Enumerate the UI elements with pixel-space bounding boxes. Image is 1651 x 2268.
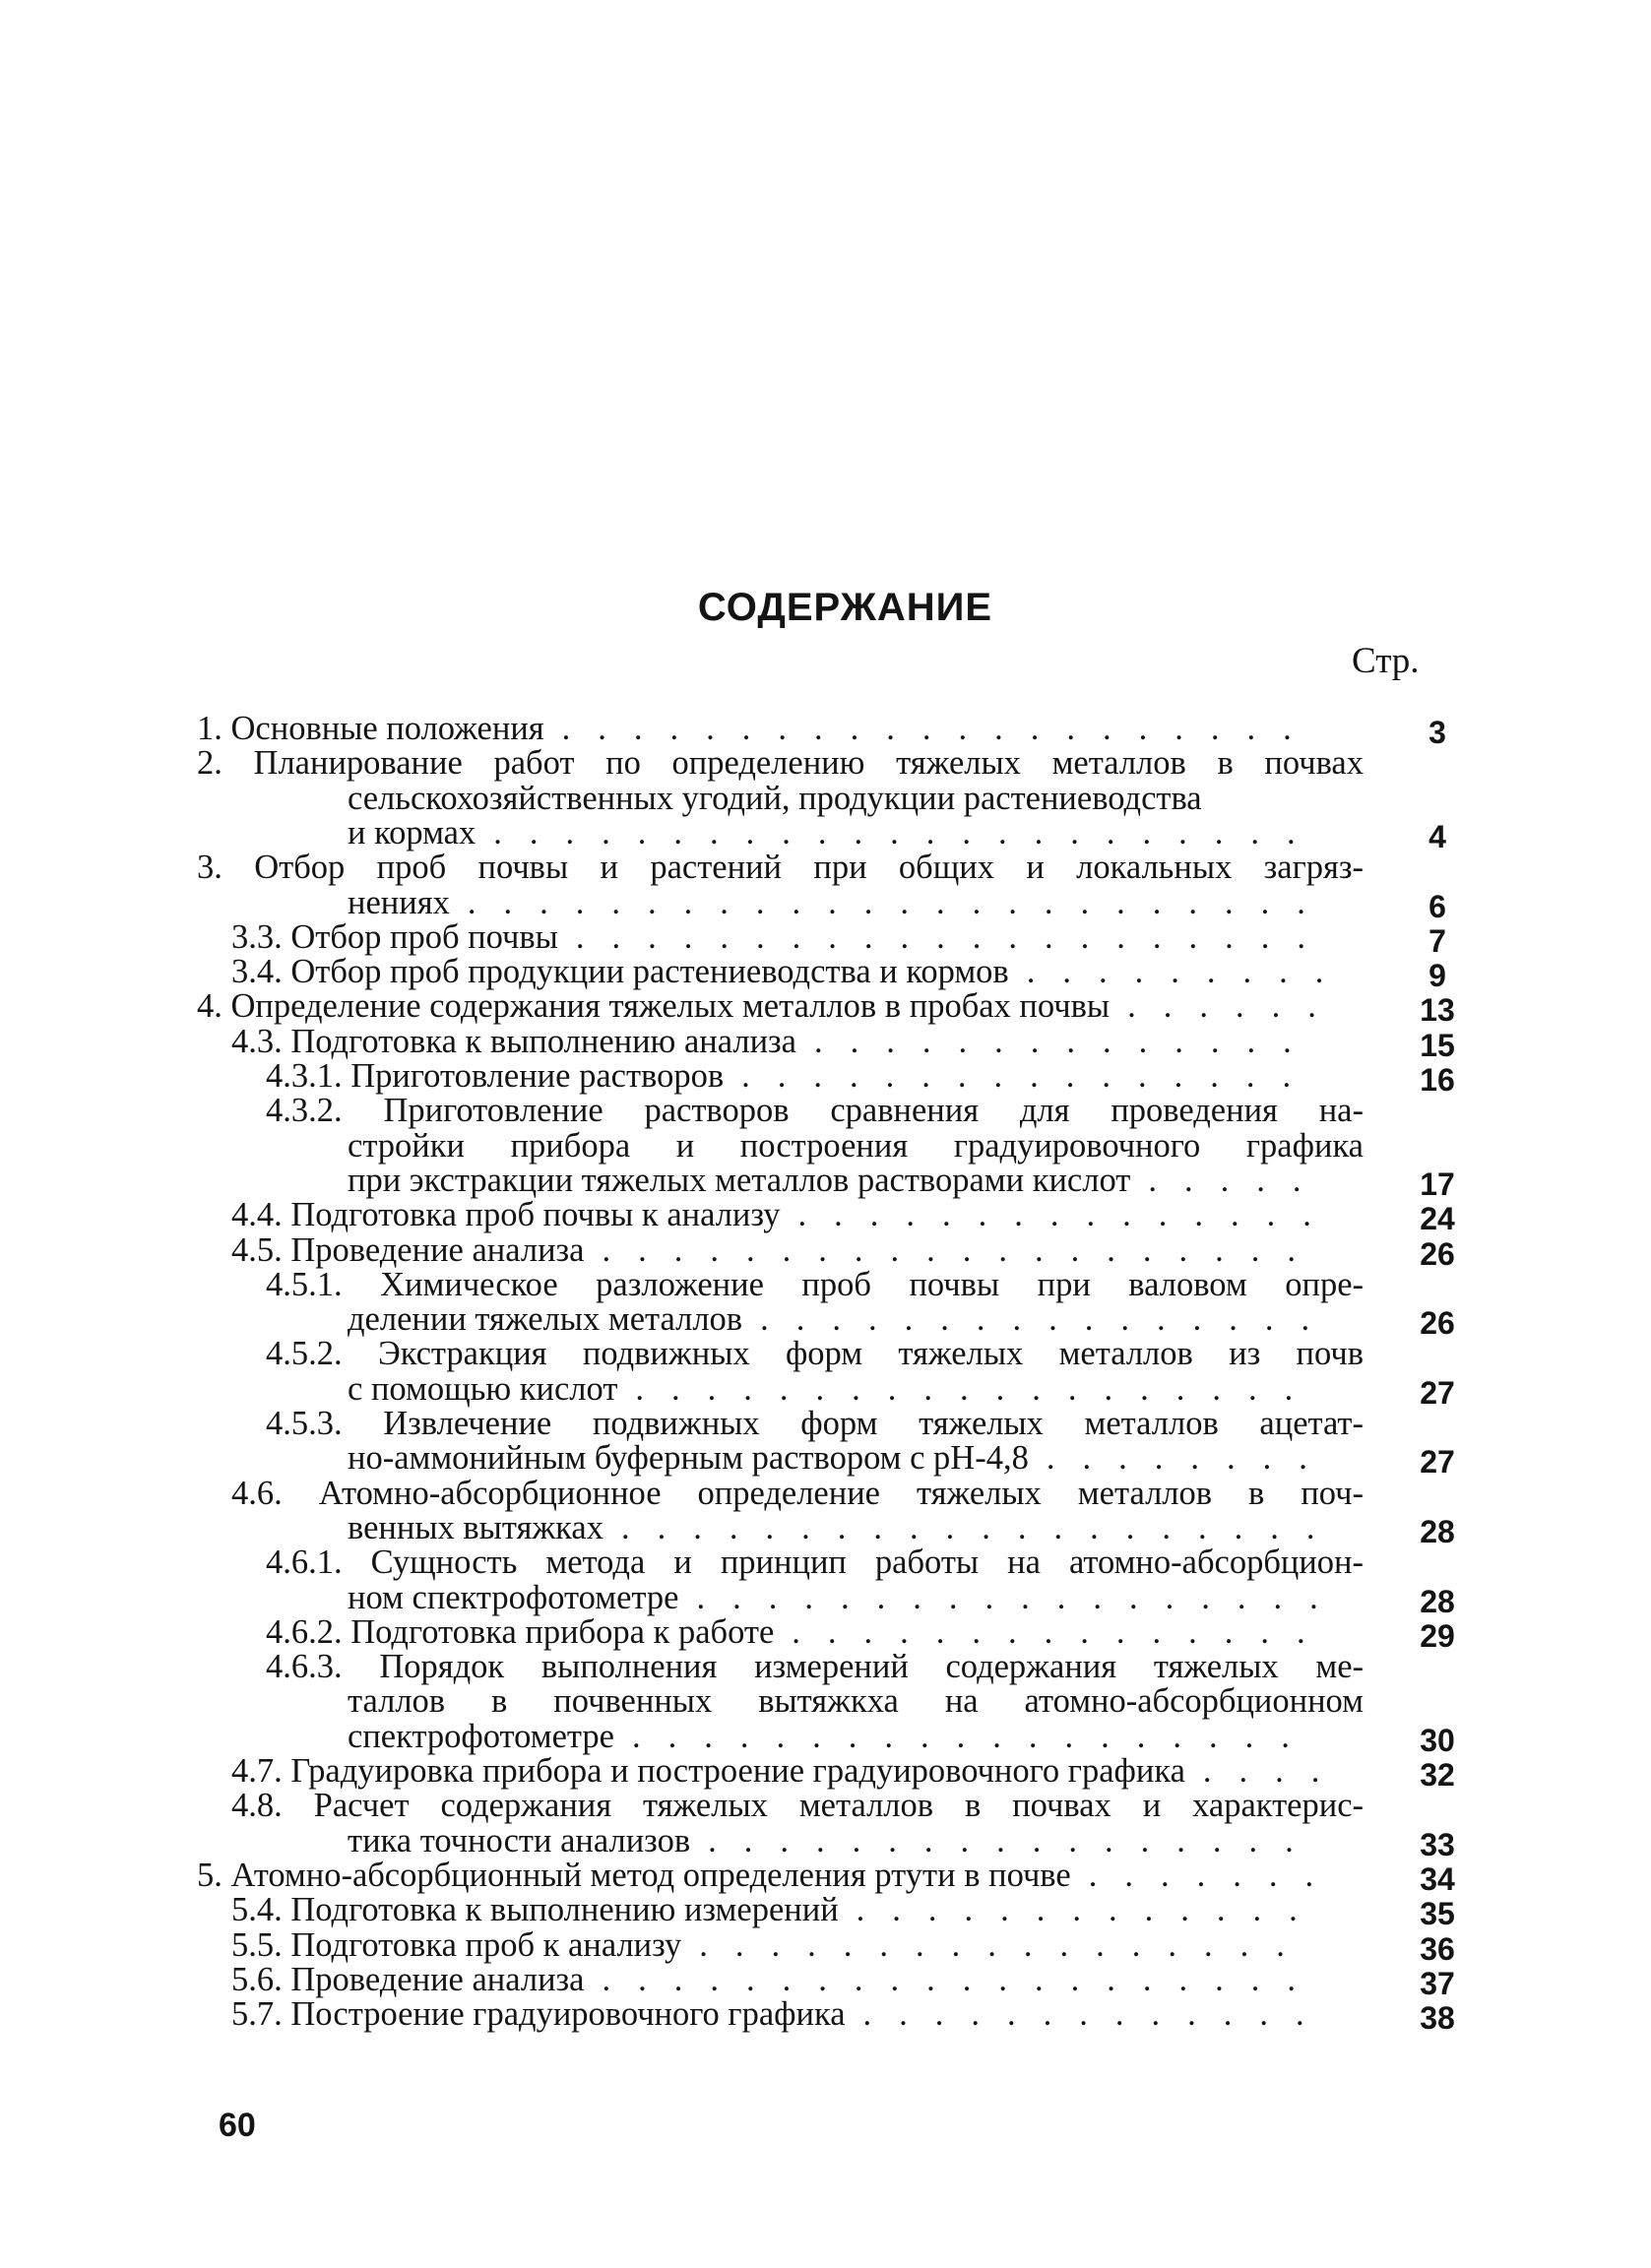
dot-leader: ..................... <box>561 710 1319 747</box>
toc-line <box>231 918 1333 956</box>
dot-leader: .................... <box>602 1231 1323 1269</box>
toc-page-number: 34 <box>1420 1861 1455 1897</box>
toc-entry-text: и кормах <box>348 814 476 851</box>
toc-line <box>197 850 1364 885</box>
dot-leader: ................. <box>708 1822 1321 1859</box>
toc-entry-text: 4. Определение содержания тяжелых металлов в пробах почвы <box>197 987 1111 1025</box>
toc-page-number: 9 <box>1429 958 1446 993</box>
toc-entry-text: 4.8. Расчет содержания тяжелых металлов в почвах и характерис- <box>231 1787 1364 1824</box>
dot-leader: ............. <box>856 1891 1325 1928</box>
toc-page-number: 38 <box>1420 2000 1455 2036</box>
toc-entry-text: тика точности анализов <box>348 1822 691 1859</box>
toc-line <box>266 1544 1364 1580</box>
toc-page-number: 37 <box>1420 1966 1455 2001</box>
dot-leader: ....................... <box>493 814 1323 851</box>
toc-line <box>266 1093 1364 1128</box>
toc-entry-text: сельскохозяйственных угодий, продукции растениеводства <box>348 780 1202 817</box>
toc-entry-text: 4.3.1. Приготовление растворов <box>266 1057 725 1095</box>
dot-leader: ............. <box>862 1995 1332 2033</box>
toc-entry-text: 4.6.2. Подготовка прибора к работе <box>266 1613 775 1651</box>
toc-line <box>266 1057 1319 1095</box>
toc-line <box>231 1023 1319 1060</box>
toc-entry-text: нениях <box>348 884 450 921</box>
toc-line <box>348 781 1202 816</box>
toc-page-number: 28 <box>1420 1514 1455 1549</box>
toc-entry-text: стройки прибора и построения градуировочного графика <box>348 1127 1364 1165</box>
dot-leader: .................... <box>602 1961 1323 1998</box>
toc-page-number: 26 <box>1420 1236 1455 1272</box>
toc-page-number: 3 <box>1429 715 1446 750</box>
dot-leader: ................ <box>760 1300 1338 1338</box>
toc-page-number: 27 <box>1420 1444 1455 1480</box>
toc-entry-text: 5.6. Проведение анализа <box>231 1961 585 1998</box>
toc-line <box>197 745 1364 781</box>
toc-entry-text: 5. Атомно-абсорбционный метод определения ртути в почве <box>197 1857 1071 1894</box>
toc-page-number: 27 <box>1420 1375 1455 1411</box>
toc-entry-text: 4.4. Подготовка проб почвы к анализу <box>231 1196 781 1233</box>
toc-entry-text: ном спектрофотометре <box>348 1579 679 1616</box>
toc-entry-text: 1. Основные положения <box>197 710 544 747</box>
dot-leader: ......... <box>1026 953 1352 990</box>
dot-leader: ...... <box>1127 987 1344 1025</box>
dot-leader: ................. <box>699 1926 1312 1964</box>
toc-line <box>266 1613 1333 1651</box>
toc-line <box>231 1476 1364 1511</box>
toc-line <box>266 1267 1364 1302</box>
toc-line <box>348 1683 1364 1719</box>
toc-entry-text: 2. Планирование работ по определению тяжелых металлов в почвах <box>197 744 1364 782</box>
toc-entry-text: 3. Отбор проб почвы и растений при общих и локальных загряз- <box>197 849 1364 886</box>
toc-entry-text: спектрофотометре <box>348 1718 614 1755</box>
toc-line <box>348 1128 1364 1164</box>
toc-line <box>348 1822 1321 1859</box>
toc-page-number: 36 <box>1420 1931 1455 1967</box>
toc-entry-text: 5.7. Построение градуировочного графика <box>231 1995 846 2033</box>
toc-line <box>348 1162 1329 1199</box>
toc-entry-text: 4.7. Градуировка прибора и построение градуировочного графика <box>231 1752 1185 1790</box>
dot-leader: ..... <box>1148 1162 1329 1199</box>
toc-entry-text: 4.5. Проведение анализа <box>231 1231 585 1269</box>
toc-line <box>231 1891 1325 1928</box>
dot-leader: ........ <box>1046 1439 1335 1477</box>
toc-page-number: 24 <box>1420 1201 1455 1236</box>
toc-line <box>231 1231 1323 1269</box>
dot-leader: ........................ <box>467 884 1333 921</box>
toc-line <box>348 1439 1335 1477</box>
toc-line <box>348 884 1333 921</box>
toc-page-number: 26 <box>1420 1305 1455 1341</box>
toc-line <box>231 1196 1339 1233</box>
toc-page-number: 7 <box>1429 923 1446 959</box>
toc-page-number: 15 <box>1420 1028 1455 1063</box>
toc-line <box>231 1788 1364 1823</box>
toc-entry-text: таллов в почвенных вытяжкха на атомно-абсорбционном <box>348 1682 1364 1720</box>
toc-line <box>231 953 1352 990</box>
toc-line <box>231 1926 1312 1964</box>
toc-entry-text: 5.4. Подготовка к выполнению измерений <box>231 1891 839 1928</box>
toc-page-number: 33 <box>1420 1827 1455 1862</box>
toc-entry-text: венных вытяжках <box>348 1509 603 1546</box>
toc-line <box>348 1579 1346 1616</box>
toc-entry-text: но-аммонийным буферным раствором с рН-4,8 <box>348 1439 1029 1477</box>
toc-entry-text: 5.5. Подготовка проб к анализу <box>231 1926 682 1964</box>
dot-leader: ....... <box>1088 1857 1342 1894</box>
toc-entry-text: 4.6. Атомно-абсорбционное определение тяжелых металлов в поч- <box>231 1475 1364 1512</box>
toc-page-number: 13 <box>1420 992 1455 1028</box>
toc-entry-text: с помощью кислот <box>348 1370 618 1408</box>
toc-entry-text: 3.3. Отбор проб почвы <box>231 918 558 956</box>
toc-page-number: 6 <box>1429 889 1446 924</box>
toc-entry-text: 3.4. Отбор проб продукции растениеводства и кормов <box>231 953 1009 990</box>
toc-line <box>266 1406 1364 1441</box>
toc-line <box>197 1857 1342 1894</box>
toc-entry-text: 4.6.3. Порядок выполнения измерений содержания тяжелых ме- <box>266 1648 1364 1685</box>
dot-leader: .................... <box>620 1509 1343 1546</box>
page-number: 60 <box>219 2107 256 2144</box>
toc-line <box>348 814 1323 851</box>
page-column-header: Стр. <box>1352 641 1420 681</box>
page-title: СОДЕРЖАНИЕ <box>697 586 993 629</box>
dot-leader: ............... <box>792 1613 1333 1651</box>
toc-line <box>348 1718 1317 1755</box>
toc-line <box>197 710 1319 747</box>
toc-line <box>348 1370 1321 1408</box>
dot-leader: ................... <box>635 1370 1321 1408</box>
toc-entry-text: делении тяжелых металлов <box>348 1300 743 1338</box>
dot-leader: ..................... <box>575 918 1333 956</box>
toc-entry-text: 4.3. Подготовка к выполнению анализа <box>231 1023 796 1060</box>
dot-leader: ................ <box>741 1057 1319 1095</box>
toc-line <box>266 1649 1364 1684</box>
dot-leader: .............. <box>813 1023 1319 1060</box>
toc-line <box>197 987 1344 1025</box>
toc-page-number: 32 <box>1420 1757 1455 1793</box>
toc-line <box>266 1336 1364 1371</box>
toc-line <box>231 1995 1332 2033</box>
dot-leader: ................... <box>631 1718 1317 1755</box>
dot-leader: ............... <box>797 1196 1339 1233</box>
toc-page-number: 30 <box>1420 1723 1455 1758</box>
toc-entry-text: 4.6.1. Сущность метода и принцип работы на атомно-абсорбцион- <box>266 1544 1364 1581</box>
toc-page-number: 35 <box>1420 1896 1455 1931</box>
toc-line <box>231 1752 1348 1790</box>
toc-entry-text: 4.3.2. Приготовление растворов сравнения для проведения на- <box>266 1092 1364 1129</box>
toc-page-number: 4 <box>1429 819 1446 854</box>
toc-page-number: 29 <box>1420 1618 1455 1654</box>
dot-leader: .................. <box>696 1579 1346 1616</box>
toc-page-number: 16 <box>1420 1062 1455 1098</box>
toc-line <box>348 1300 1338 1338</box>
toc-page-number: 17 <box>1420 1166 1455 1202</box>
toc-line <box>231 1961 1323 1998</box>
toc-line <box>348 1509 1343 1546</box>
toc-entry-text: 4.5.2. Экстракция подвижных форм тяжелых металлов из почв <box>266 1335 1364 1372</box>
toc-entry-text: 4.5.1. Химическое разложение проб почвы при валовом опре- <box>266 1266 1364 1303</box>
toc-page-number: 28 <box>1420 1584 1455 1619</box>
toc-entry-text: при экстракции тяжелых металлов растворами кислот <box>348 1162 1131 1199</box>
dot-leader: .... <box>1202 1752 1348 1790</box>
toc-entry-text: 4.5.3. Извлечение подвижных форм тяжелых металлов ацетат- <box>266 1405 1364 1442</box>
